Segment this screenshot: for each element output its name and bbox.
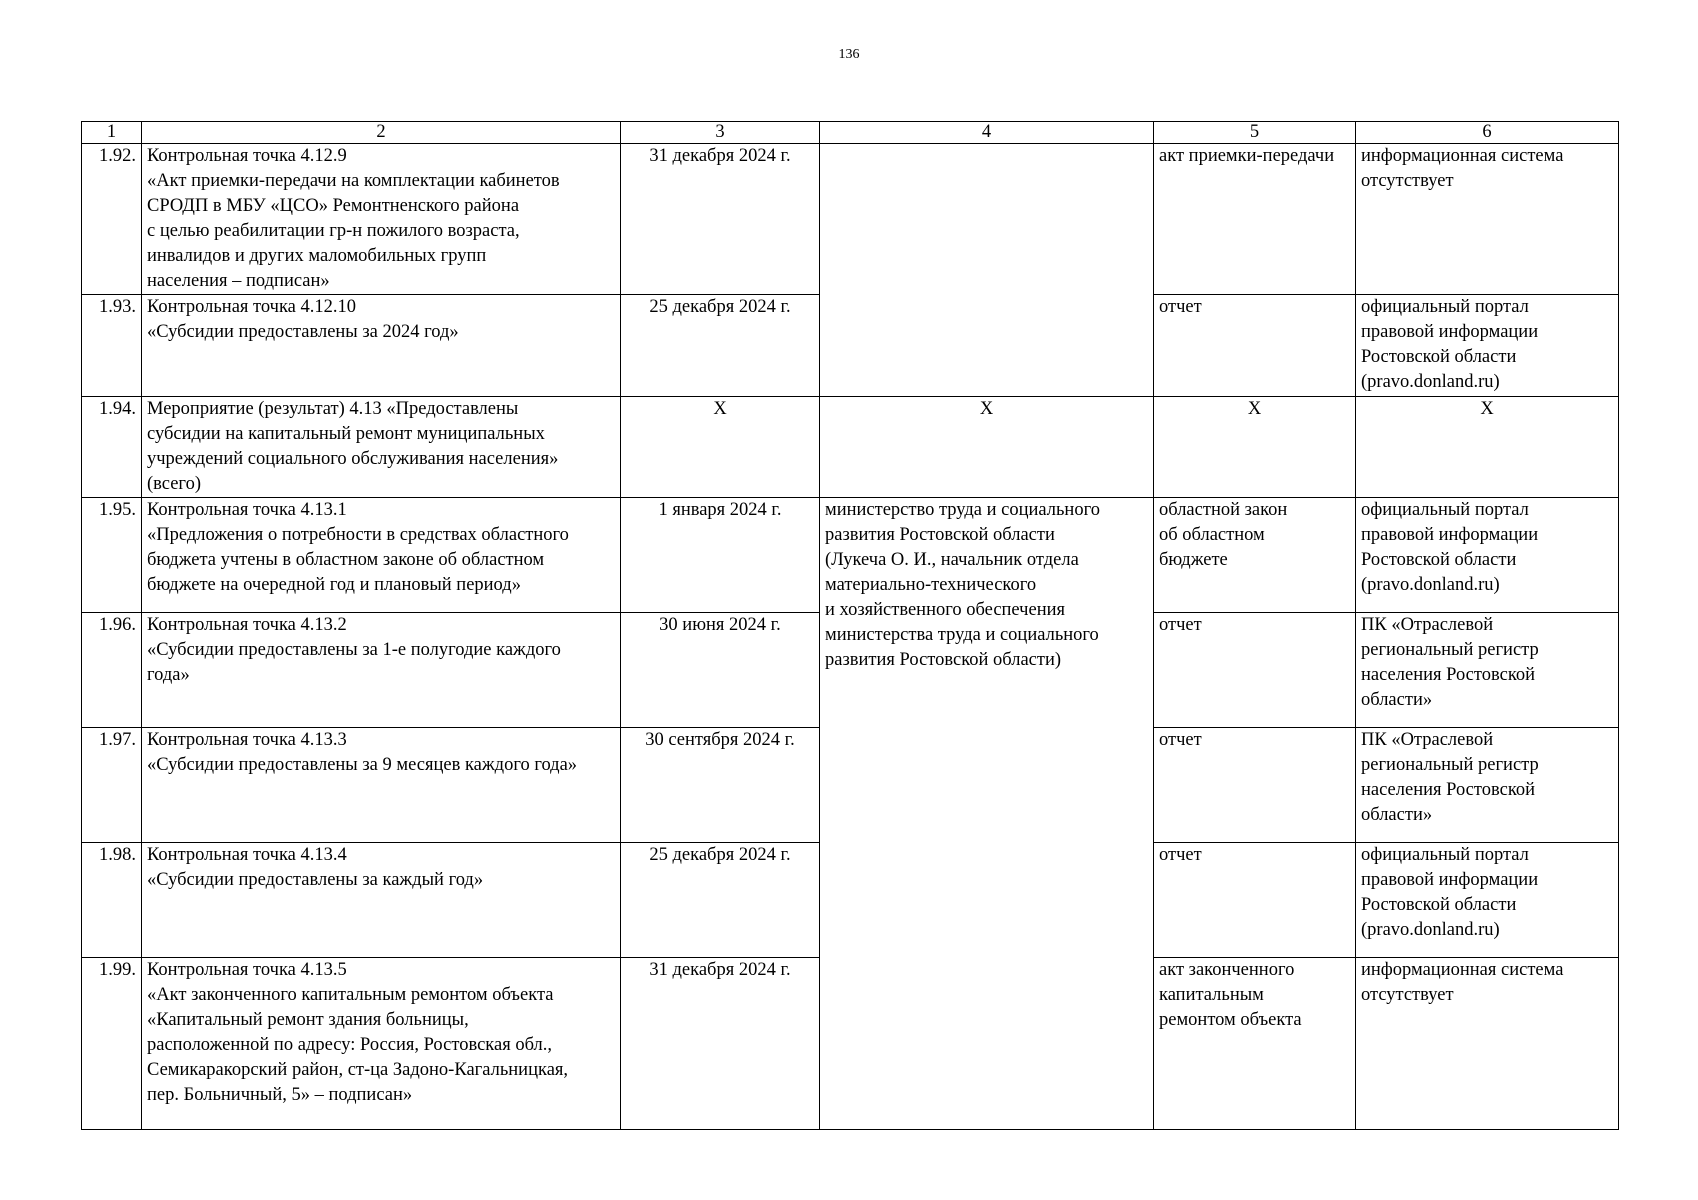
row-source-line: правовой информации: [1361, 525, 1539, 545]
row-line: «Предложения о потребности в средствах областного: [147, 525, 569, 545]
row-description: [142, 728, 621, 843]
row-line: Семикаракорский район, ст-ца Задоно-Кагальницкая,: [147, 1060, 569, 1080]
row-number: 1.93.: [82, 295, 142, 397]
col-header-1: 1: [82, 122, 142, 144]
row-line: (всего): [147, 474, 201, 494]
row-line: СРОДП в МБУ «ЦСО» Ремонтненского района: [147, 196, 520, 216]
row-source-line: области»: [1361, 805, 1433, 825]
responsible-line: развития Ростовской области: [825, 525, 1055, 545]
row-title: Контрольная точка 4.12.9: [147, 146, 347, 166]
col-header-3: 3: [621, 122, 820, 144]
row-source-line: правовой информации: [1361, 870, 1539, 890]
row-number: 1.94.: [82, 397, 142, 498]
row-line: Мероприятие (результат) 4.13 «Предоставлены: [147, 399, 519, 419]
responsible-line: министерства труда и социального: [825, 625, 1099, 645]
row-number: 1.99.: [82, 958, 142, 1130]
responsible-line: развития Ростовской области): [825, 650, 1062, 670]
col-header-6: 6: [1356, 122, 1619, 144]
row-document: [1154, 498, 1356, 613]
row-description: [142, 144, 621, 295]
row-line: бюджета учтены в областном законе об областном: [147, 550, 545, 570]
row-number: 1.96.: [82, 613, 142, 728]
row-title: Контрольная точка 4.13.1: [147, 500, 347, 520]
row-line: «Субсидии предоставлены за 9 месяцев каждого года»: [147, 755, 578, 775]
table-row: [82, 498, 1619, 613]
row-document-line: отчет: [1159, 845, 1202, 865]
not-applicable-mark: Х: [1154, 397, 1356, 498]
row-line: инвалидов и других маломобильных групп: [147, 246, 487, 266]
row-date: 30 сентября 2024 г.: [621, 728, 820, 843]
row-document-line: ремонтом объекта: [1159, 1010, 1302, 1030]
row-source-line: населения Ростовской: [1361, 665, 1536, 685]
row-document-line: отчет: [1159, 730, 1202, 750]
row-document-line: бюджете: [1159, 550, 1228, 570]
row-source-line: области»: [1361, 690, 1433, 710]
responsible-line: министерство труда и социального: [825, 500, 1100, 520]
row-document: [1154, 295, 1356, 397]
row-source-line: ПК «Отраслевой: [1361, 730, 1494, 750]
row-description: [142, 397, 621, 498]
table-row: [82, 144, 1619, 295]
row-title: Контрольная точка 4.13.4: [147, 845, 347, 865]
row-source-line: информационная система: [1361, 960, 1564, 980]
row-source-line: Ростовской области: [1361, 895, 1517, 915]
row-number: 1.97.: [82, 728, 142, 843]
col-header-4: 4: [820, 122, 1154, 144]
row-description: [142, 295, 621, 397]
row-source-line: отсутствует: [1361, 985, 1454, 1005]
row-line: «Акт приемки-передачи на комплектации кабинетов: [147, 171, 560, 191]
row-document: [1154, 144, 1356, 295]
col-header-5: 5: [1154, 122, 1356, 144]
row-line: пер. Больничный, 5» – подписан»: [147, 1085, 413, 1105]
row-line: с целью реабилитации гр-н пожилого возраста,: [147, 221, 520, 241]
row-line: «Субсидии предоставлены за 1-е полугодие каждого: [147, 640, 561, 660]
not-applicable-mark: Х: [1356, 397, 1619, 498]
row-document-line: областной закон: [1159, 500, 1288, 520]
row-date: 31 декабря 2024 г.: [621, 958, 820, 1130]
row-document: [1154, 843, 1356, 958]
row-source-line: Ростовской области: [1361, 550, 1517, 570]
row-date: 30 июня 2024 г.: [621, 613, 820, 728]
row-source: [1356, 295, 1619, 397]
row-line: бюджете на очередной год и плановый период»: [147, 575, 521, 595]
row-date: 1 января 2024 г.: [621, 498, 820, 613]
row-document: [1154, 613, 1356, 728]
row-title: Контрольная точка 4.13.2: [147, 615, 347, 635]
row-source-line: региональный регистр: [1361, 755, 1539, 775]
row-document-line: отчет: [1159, 615, 1202, 635]
row-line: расположенной по адресу: Россия, Ростовская обл.,: [147, 1035, 553, 1055]
row-document: [1154, 728, 1356, 843]
row-document-line: акт законченного: [1159, 960, 1295, 980]
row-document-line: акт приемки-передачи: [1159, 146, 1335, 166]
row-description: [142, 613, 621, 728]
row-document: [1154, 958, 1356, 1130]
row-source: [1356, 613, 1619, 728]
row-description: [142, 958, 621, 1130]
table-row: [82, 397, 1619, 498]
responsible-line: (Лукеча О. И., начальник отдела: [825, 550, 1079, 570]
row-document-line: отчет: [1159, 297, 1202, 317]
row-source-line: официальный портал: [1361, 297, 1529, 317]
control-points-table: [81, 121, 1619, 1130]
row-number: 1.98.: [82, 843, 142, 958]
row-source: [1356, 144, 1619, 295]
responsible-line: материально-технического: [825, 575, 1037, 595]
row-number: 1.95.: [82, 498, 142, 613]
row-date: 25 декабря 2024 г.: [621, 843, 820, 958]
col-header-2: 2: [142, 122, 621, 144]
responsible-cell-empty: [820, 144, 1154, 397]
row-date: 25 декабря 2024 г.: [621, 295, 820, 397]
row-line: «Субсидии предоставлены за 2024 год»: [147, 322, 459, 342]
row-description: [142, 498, 621, 613]
row-line: года»: [147, 665, 190, 685]
row-source-line: официальный портал: [1361, 500, 1529, 520]
row-description: [142, 843, 621, 958]
row-source-line: населения Ростовской: [1361, 780, 1536, 800]
page-number: 136: [838, 47, 860, 62]
row-document-line: капитальным: [1159, 985, 1264, 1005]
row-line: «Акт законченного капитальным ремонтом объекта: [147, 985, 554, 1005]
row-source-line: (pravo.donland.ru): [1361, 372, 1500, 392]
row-source-line: отсутствует: [1361, 171, 1454, 191]
row-title: Контрольная точка 4.13.3: [147, 730, 347, 750]
row-source-line: Ростовской области: [1361, 347, 1517, 367]
row-line: «Субсидии предоставлены за каждый год»: [147, 870, 484, 890]
row-line: учреждений социального обслуживания населения»: [147, 449, 559, 469]
row-title: Контрольная точка 4.12.10: [147, 297, 357, 317]
column-header-row: [82, 122, 1619, 144]
row-line: населения – подписан»: [147, 271, 330, 291]
row-source: [1356, 728, 1619, 843]
row-number: 1.92.: [82, 144, 142, 295]
row-source: [1356, 843, 1619, 958]
not-applicable-mark: Х: [621, 397, 820, 498]
row-line: «Капитальный ремонт здания больницы,: [147, 1010, 469, 1030]
row-source-line: информационная система: [1361, 146, 1564, 166]
row-source-line: правовой информации: [1361, 322, 1539, 342]
row-date: 31 декабря 2024 г.: [621, 144, 820, 295]
responsible-line: и хозяйственного обеспечения: [825, 600, 1066, 620]
row-source-line: ПК «Отраслевой: [1361, 615, 1494, 635]
row-line: субсидии на капитальный ремонт муниципальных: [147, 424, 545, 444]
row-title: Контрольная точка 4.13.5: [147, 960, 347, 980]
responsible-cell: [820, 498, 1154, 1130]
row-source: [1356, 958, 1619, 1130]
row-source: [1356, 498, 1619, 613]
row-source-line: региональный регистр: [1361, 640, 1539, 660]
not-applicable-mark: Х: [820, 397, 1154, 498]
row-source-line: официальный портал: [1361, 845, 1529, 865]
row-source-line: (pravo.donland.ru): [1361, 575, 1500, 595]
row-source-line: (pravo.donland.ru): [1361, 920, 1500, 940]
row-document-line: об областном: [1159, 525, 1265, 545]
